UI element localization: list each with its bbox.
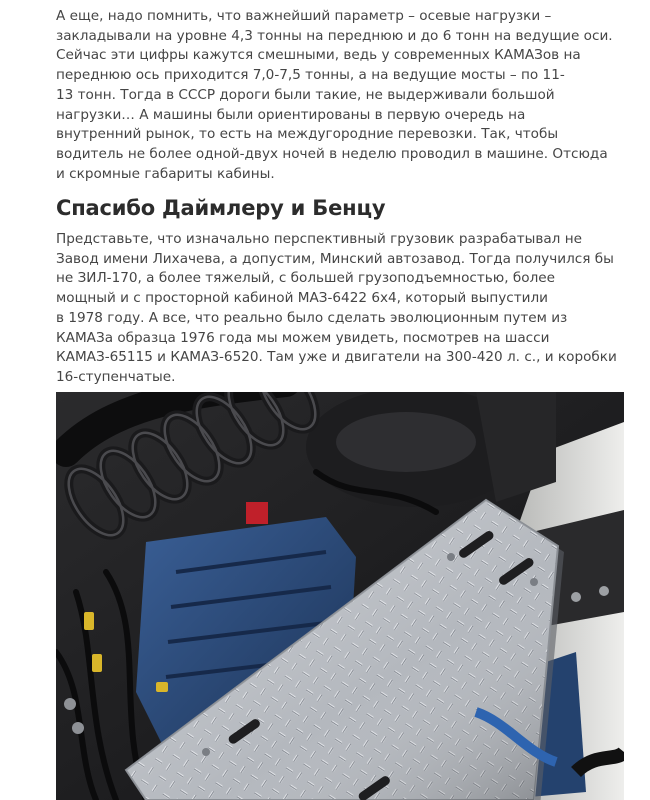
text-line: мощный и с просторной кабиной МАЗ-6422 6х4, который выпустили (56, 290, 549, 307)
bolt (571, 592, 581, 602)
text-line: КАМАЗ-65115 и КАМАЗ-6520. Там уже и двигатели на 300-420 л. с., и коробки (56, 349, 617, 366)
text-line: нагрузки… А машины были ориентированы в первую очередь на (56, 106, 526, 123)
text-line: Завод имени Лихачева, а допустим, Минский автозавод. Тогда получился бы (56, 250, 614, 267)
text-line: в 1978 году. А все, что реально было сделать эволюционным путем из (56, 309, 568, 326)
text-line: КАМАЗа образца 1976 года мы можем увидеть, посмотрев на шасси (56, 329, 550, 346)
text-line: А еще, надо помнить, что важнейший параметр – осевые нагрузки – (56, 8, 552, 24)
text-line: закладывали на уровне 4,3 тонны на переднюю и до 6 тонн на ведущие оси. (56, 27, 613, 44)
text-line: переднюю ось приходится 7,0-7,5 тонны, а на ведущие мосты – по 11- (56, 67, 565, 84)
text-line: 16-ступенчатые. (56, 368, 176, 385)
bolt (599, 586, 609, 596)
bolt (72, 722, 84, 734)
text-line: водитель не более одной-двух ночей в неделю проводил в машине. Отсюда (56, 145, 608, 162)
engine-bay-photo (56, 392, 624, 800)
text-line: и скромные габариты кабины. (56, 165, 275, 182)
bolt (64, 698, 76, 710)
section-heading: Спасибо Даймлеру и Бенцу (56, 196, 386, 220)
air-intake-rim (336, 412, 476, 472)
paragraph-daimler-benz (56, 230, 630, 388)
red-connector (246, 502, 268, 524)
text-line: Сейчас эти цифры кажутся смешными, ведь у современных КАМАЗов на (56, 47, 581, 64)
text-line: Представьте, что изначально перспективный грузовик разрабатывал не (56, 231, 582, 247)
text-line: 13 тонн. Тогда в СССР дороги были такие, не выдерживали большой (56, 86, 555, 103)
paragraph-axle-loads (56, 7, 630, 184)
engine-bay-illustration (56, 392, 624, 800)
text-line: внутренний рынок, то есть на междугородние перевозки. Так, чтобы (56, 126, 559, 143)
text-line: не ЗИЛ-170, а более тяжелый, с большей грузоподъемностью, более (56, 270, 556, 287)
